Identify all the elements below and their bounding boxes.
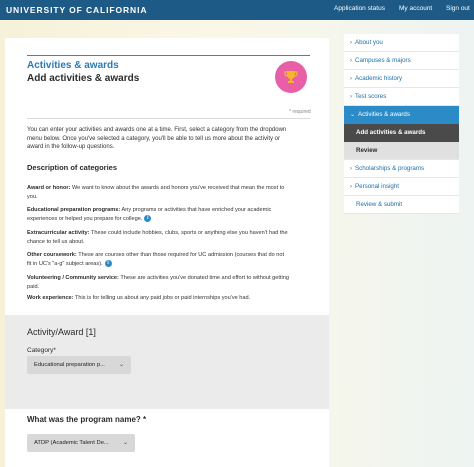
info-icon[interactable]: i (105, 260, 112, 267)
sign-out-link[interactable]: Sign out (446, 5, 470, 12)
sidebar-item-add-activities[interactable] (344, 124, 459, 142)
category-text: These are activities you've donated time and effort to without getting paid. (27, 275, 289, 290)
progress-sidebar (344, 34, 459, 214)
sidebar-item-test-scores[interactable] (344, 88, 459, 106)
sidebar-item-label: Review (356, 147, 378, 154)
program-select-value: ATDP (Academic Talent De... (34, 440, 109, 446)
sidebar-item-campuses[interactable] (344, 52, 459, 70)
category-work-experience (27, 294, 289, 303)
chevron-right-icon: › (350, 39, 352, 46)
category-term: Award or honor: (27, 185, 71, 191)
sidebar-item-label: About you (355, 39, 383, 46)
divider (27, 118, 310, 119)
sidebar-item-label: Personal insight (355, 183, 400, 190)
category-text: These are courses other than those required for UC admission (courses that do not fit in UC's "a-g" subject areas). (27, 252, 285, 267)
section-rule (27, 55, 310, 56)
category-term: Volunteering / Community service: (27, 275, 119, 281)
program-select[interactable] (27, 434, 135, 452)
category-label: Category* (27, 347, 56, 354)
info-icon[interactable]: i (144, 215, 151, 222)
category-volunteering (27, 274, 289, 291)
intro-text: You can enter your activities and awards one at a time. First, select a category from the dropdown menu below. Once you've selected a category, you'll be able to tell us more about the activity or award in the follow-up questions. (27, 127, 287, 150)
sidebar-item-academic-history[interactable] (344, 70, 459, 88)
sidebar-item-review-submit[interactable] (344, 196, 459, 214)
category-text: We want to know about the awards and honors you've received that mean the most to you. (27, 185, 285, 200)
chevron-right-icon: › (350, 57, 352, 64)
sidebar-item-label: Campuses & majors (355, 57, 411, 64)
category-text: Any programs or activities that have enriched your academic experiences or helped you prepare for college. (27, 207, 272, 222)
program-question: What was the program name? * (27, 415, 147, 424)
my-account-link[interactable]: My account (399, 5, 433, 12)
sidebar-item-label: Scholarships & programs (355, 165, 425, 172)
sidebar-item-label: Academic history (355, 75, 403, 82)
category-educational-prep (27, 206, 289, 223)
chevron-right-icon: › (350, 75, 352, 82)
category-select[interactable] (27, 356, 131, 374)
category-text: These could include hobbies, clubs, sports or anything else you haven't had the chance to tell us about. (27, 230, 288, 245)
main-card (5, 38, 329, 467)
category-select-value: Educational preparation p... (34, 362, 105, 368)
activity-heading: Activity/Award [1] (27, 327, 96, 337)
chevron-right-icon: › (350, 183, 352, 190)
sidebar-item-personal-insight[interactable] (344, 178, 459, 196)
chevron-down-icon: ⌄ (122, 440, 128, 446)
categories-heading: Description of categories (27, 163, 118, 172)
category-other-coursework (27, 251, 289, 268)
category-term: Educational preparation programs: (27, 207, 121, 213)
sidebar-item-label: Activities & awards (358, 111, 410, 118)
trophy-icon (275, 61, 307, 93)
category-text: This is for telling us about any paid jobs or paid internships you've had. (73, 295, 251, 301)
sidebar-item-review[interactable] (344, 142, 459, 160)
category-award (27, 184, 289, 201)
category-term: Extracurricular activity: (27, 230, 90, 236)
chevron-down-icon: ⌄ (118, 362, 124, 368)
category-extracurricular (27, 229, 289, 246)
sidebar-item-scholarships[interactable] (344, 160, 459, 178)
chevron-right-icon: › (350, 165, 352, 172)
application-status-link[interactable]: Application status (334, 5, 385, 12)
section-title: Activities & awards (27, 60, 119, 71)
sidebar-item-label: Review & submit (356, 201, 403, 208)
sidebar-item-label: Add activities & awards (356, 129, 426, 136)
required-note: * required (289, 109, 311, 115)
chevron-right-icon: › (350, 93, 352, 100)
sidebar-item-about-you[interactable] (344, 34, 459, 52)
sidebar-item-activities[interactable] (344, 106, 459, 124)
category-term: Other coursework: (27, 252, 77, 258)
page-title: Add activities & awards (27, 73, 140, 84)
sidebar-item-label: Test scores (355, 93, 387, 100)
chevron-down-icon: ⌄ (350, 112, 356, 118)
top-bar (0, 0, 474, 20)
brand-logo[interactable]: UNIVERSITY OF CALIFORNIA (6, 5, 148, 15)
category-term: Work experience: (27, 295, 74, 301)
